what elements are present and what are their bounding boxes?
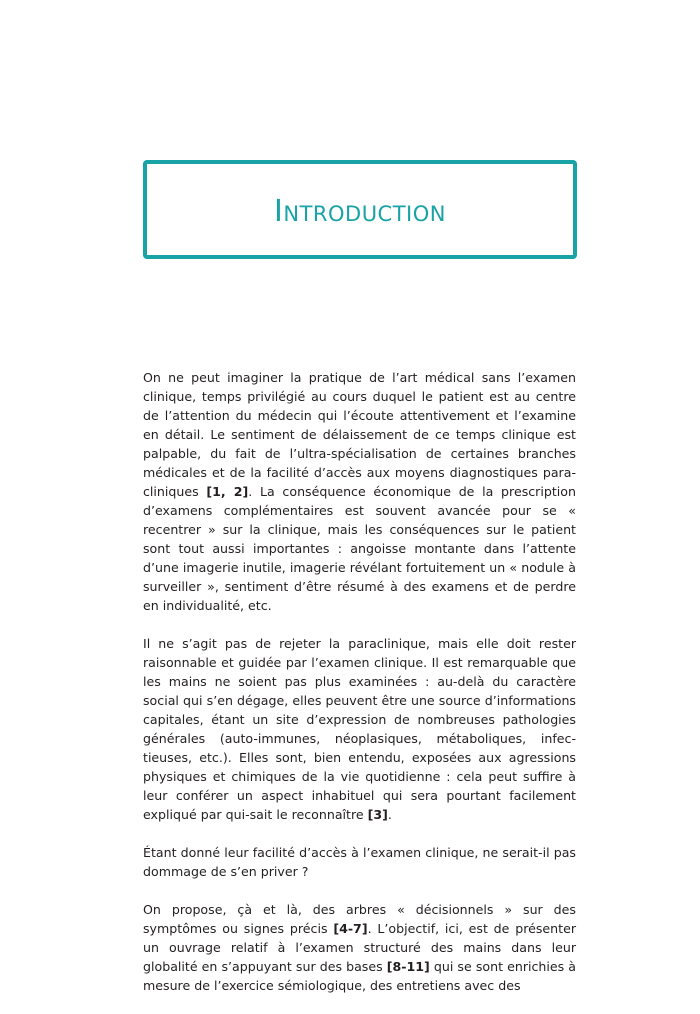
paragraph-1 — [143, 368, 576, 615]
text-segment: Étant donné leur facilité d’accès à l’examen clinique, ne serait-il pas dommage de s’en priver ? — [143, 845, 576, 879]
text-segment: . — [387, 807, 392, 822]
text-segment: . La conséquence économique de la prescription d’examens complémentaires est souvent avancée pour se « recentrer » sur la clinique, mais les conséquences sur le patient sont tout aussi importantes : angoisse montante dans l’attente d’une imagerie inutile, imagerie révélant fortuitement un « nodule à surveiller », sentiment d’être résumé à des examens et de perdre en individualité, etc. — [143, 484, 576, 613]
citation-ref: [3] — [367, 807, 388, 822]
text-segment: . L’objectif, ici, est de présenter un ouvrage relatif à l’examen structuré des mains dans leur globalité en s’appuyant sur des bases — [143, 921, 576, 974]
text-segment: qui se sont enrichies à mesure de l’exercice sémiologique, des entretiens avec des — [143, 959, 577, 993]
title-frame — [143, 160, 577, 259]
citation-ref: [4-7] — [333, 921, 368, 936]
paragraph-4 — [143, 900, 576, 995]
text-segment: Il ne s’agit pas de rejeter la paraclinique, mais elle doit rester raisonnable et guidée par l’examen clinique. Il est remarquable que les mains ne soient pas plus examinées : au-delà du caractère social qui s’en dégage, elles peuvent être une source d’informations capitales, étant un site d’expression de nombreuses pathologies générales (auto-immunes, néoplasiques, métaboliques, infectieuses, etc.). Elles sont, bien entendu, exposées aux agressions physiques et chimiques de la vie quotidienne : cela peut suffire à leur conférer un aspect inhabituel qui sera pourtant facilement expliqué par qui-sait le reconnaître — [143, 636, 576, 822]
citation-ref: [1, 2] — [206, 484, 249, 499]
page-title: Introduction — [274, 194, 446, 229]
body-text — [143, 368, 576, 1014]
paragraph-3 — [143, 843, 576, 881]
text-segment: On ne peut imaginer la pratique de l’art médical sans l’examen clinique, temps privilégié au cours duquel le patient est au centre de l’attention du médecin qui l’écoute attentivement et l’examine en détail. Le sentiment de délaissement de ce temps clinique est palpable, du fait de l’ultra-spécialisation de certaines branches médicales et de la facilité d’accès aux moyens diagnostiques paracliniques — [143, 370, 576, 499]
text-segment: On propose, çà et là, des arbres « décisionnels » sur des symptômes ou signes précis — [143, 902, 576, 936]
citation-ref: [8-11] — [386, 959, 430, 974]
paragraph-2 — [143, 634, 576, 824]
